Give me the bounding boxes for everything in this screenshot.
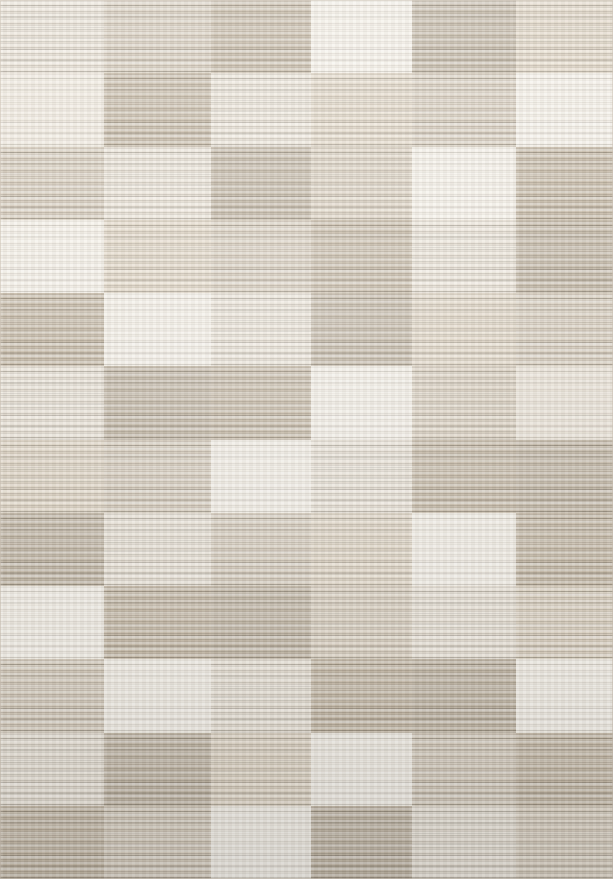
- rug-block: [412, 293, 516, 366]
- rug-block: [311, 806, 413, 879]
- rug-block: [412, 513, 516, 586]
- rug-block: [104, 73, 211, 146]
- rug-block: [516, 659, 613, 732]
- rug-block: [516, 733, 613, 806]
- rug-block: [516, 366, 613, 439]
- rug-block: [211, 440, 311, 513]
- rug-block: [104, 220, 211, 293]
- rug-block: [104, 733, 211, 806]
- rug-block: [412, 0, 516, 73]
- rug-block: [0, 513, 104, 586]
- rug-block: [516, 513, 613, 586]
- rug-block: [104, 586, 211, 659]
- rug-block: [516, 73, 613, 146]
- rug-block: [211, 586, 311, 659]
- rug-block: [211, 0, 311, 73]
- rug-block: [516, 586, 613, 659]
- rug-block: [0, 806, 104, 879]
- rug-block: [311, 0, 413, 73]
- rug-block: [211, 220, 311, 293]
- rug-block: [211, 733, 311, 806]
- rug-block: [412, 733, 516, 806]
- rug-block: [516, 806, 613, 879]
- rug-block: [0, 733, 104, 806]
- rug-block: [516, 147, 613, 220]
- rug-block: [516, 0, 613, 73]
- rug-block: [0, 220, 104, 293]
- rug-block: [412, 659, 516, 732]
- rug-block: [104, 147, 211, 220]
- rug-block: [311, 366, 413, 439]
- rug-block: [104, 440, 211, 513]
- rug-block: [211, 513, 311, 586]
- rug-block: [104, 659, 211, 732]
- rug-block: [516, 293, 613, 366]
- rug-block: [412, 220, 516, 293]
- rug-block: [311, 293, 413, 366]
- rug-block: [104, 0, 211, 73]
- rug-block: [0, 0, 104, 73]
- rug-block: [0, 293, 104, 366]
- rug-block: [104, 293, 211, 366]
- rug-block: [104, 513, 211, 586]
- rug-block: [0, 659, 104, 732]
- rug-block: [412, 73, 516, 146]
- rug-block: [311, 733, 413, 806]
- rug-block: [412, 806, 516, 879]
- rug-block: [211, 73, 311, 146]
- rug-block: [412, 586, 516, 659]
- rug-block: [0, 147, 104, 220]
- rug-block: [211, 293, 311, 366]
- rug-block: [412, 147, 516, 220]
- rug-block: [311, 586, 413, 659]
- rug-block: [311, 513, 413, 586]
- rug-block: [211, 806, 311, 879]
- rug-block: [211, 147, 311, 220]
- rug-block: [0, 73, 104, 146]
- rug-block: [311, 73, 413, 146]
- rug-block: [211, 659, 311, 732]
- rug-block: [311, 440, 413, 513]
- rug-block: [0, 586, 104, 659]
- rug-block: [311, 220, 413, 293]
- rug-block: [211, 366, 311, 439]
- rug-block: [0, 366, 104, 439]
- rug-block: [412, 440, 516, 513]
- rug-block: [516, 440, 613, 513]
- rug-block: [104, 806, 211, 879]
- rug-block: [0, 440, 104, 513]
- rug-block: [104, 366, 211, 439]
- rug-block: [311, 147, 413, 220]
- rug-block: [311, 659, 413, 732]
- rug-block: [516, 220, 613, 293]
- rug-block: [412, 366, 516, 439]
